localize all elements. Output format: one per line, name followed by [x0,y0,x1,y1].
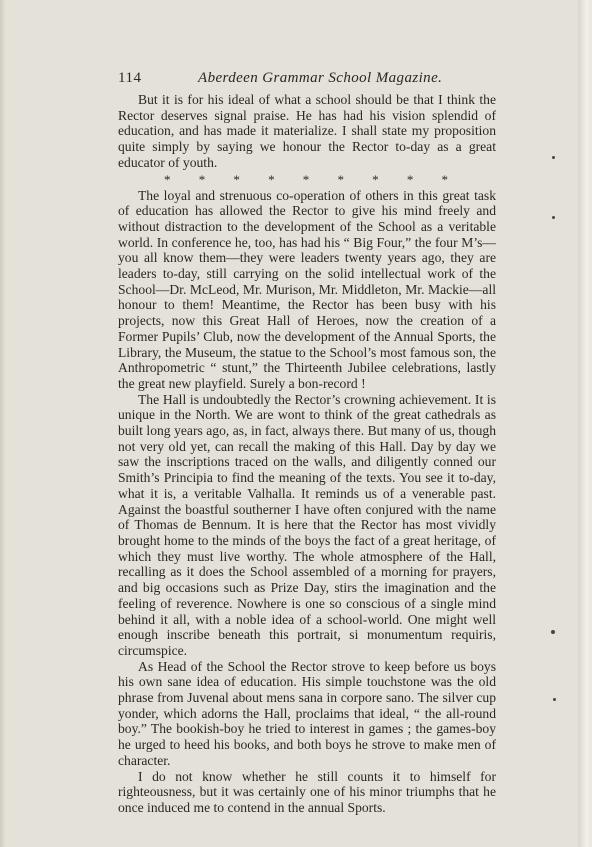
paragraph-3: The Hall is undoubtedly the Rector’s crowning achievement. It is unique in the North. We are wont to think of the great cathedrals as built long years ago, as, in fact, always there. But many of us, though not very old yet, can recall the making of this Hall. Day by day we saw the inscriptions traced on the walls, and diligently conned our Smith’s Principia to find the meaning of the texts. You see it to-day, what it is, a veritable Valhalla. It reminds us of a venerable past. Against the boastful southerner I have often conjured with the name of Thomas de Bennum. It is here that the Rector has most vividly brought home to the minds of the boys the fact of a great heritage, of which they must live worthy. The whole atmosphere of the Hall, recalling as it does the School assembled of a morning for prayers, and big occasions such as Prize Day, stirs the imagination and the feeling of reverence. Nowhere is one so conscious of a single mind behind it all, with a noble idea of a school-world. One might well enough inscribe beneath this portrait, si monumentum requiris, circumspice. [118,391,496,658]
separator-star: * [268,171,275,187]
paper-speck [551,630,555,634]
separator-star: * [441,171,448,187]
page-gutter-shadow [0,0,6,847]
paragraph-1: But it is for his ideal of what a school should be that I think the Rector deserves signal praise. He has had his vision splendid of education, and has made it materialize. I shall state my proposition quite simply by saying we honour the Rector to-day as a great educator of youth. [118,92,496,170]
running-head [118,70,498,90]
separator-star: * [302,171,310,187]
page-number: 114 [118,70,142,86]
paper-speck [552,156,555,159]
paper-speck [553,698,556,701]
separator-star: * [372,171,379,187]
separator-star: * [233,171,240,187]
page-edge [578,0,592,847]
paragraph-5: I do not know whether he still counts it to himself for righteousness, but it was certainly one of his minor triumphs that he once induced me to contend in the annual Sports. [118,768,496,815]
paragraph-2: The loyal and strenuous co-operation of others in this great task of education has allowed the Rector to give his mind freely and without distraction to the development of the School as a veritable world. In conference he, too, has had his “ Big Four,” the four M’s—you all know them—they were leaders twenty years ago, they are leaders to-day, still carrying on the solid intellectual work of the School—Dr. McLeod, Mr. Murison, Mr. Middleton, Mr. Mackie—all honour to them! Meantime, the Rector has been busy with his projects, now this Great Hall of Heroes, now the creation of a Former Pupils’ Club, now the development of the Annual Sports, the Library, the Museum, the statue to the School’s most famous son, the Anthropometric “ stunt,” the Thirteenth Jubilee celebrations, lastly the great new playfield. Surely a bon-record ! [118,187,496,391]
separator-star: * [164,171,171,187]
magazine-title: Aberdeen Grammar School Magazine. [198,70,443,86]
separator-star: * [406,171,414,187]
paper-speck [552,216,555,219]
paragraph-4: As Head of the School the Rector strove to keep before us boys his own sane idea of education. His simple touchstone was the old phrase from Juvenal about mens sana in corpore sano. The silver cup yonder, which adorns the Hall, proclaims that ideal, “ the all-round boy.” The bookish-boy he tried to interest in games ; the games-boy he urged to heed his books, and both boys he strove to make men of character. [118,658,496,768]
separator-star: * [198,171,206,187]
article-body [118,92,496,816]
section-separator [118,172,496,188]
separator-star: * [337,171,344,187]
